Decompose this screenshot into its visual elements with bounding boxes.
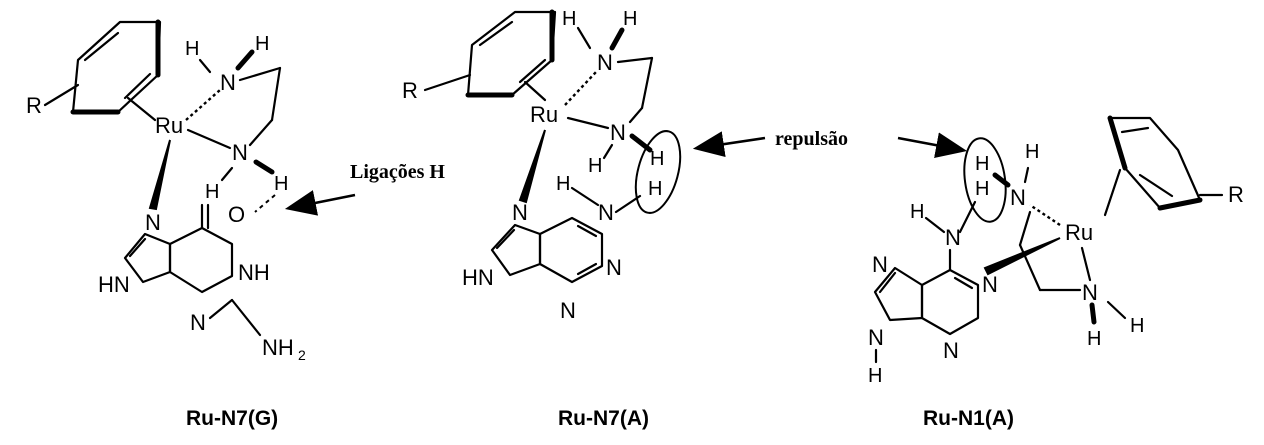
h-atom: H xyxy=(910,201,925,223)
h-atom-hbond: H xyxy=(274,173,289,195)
h-atom: H xyxy=(562,8,577,30)
arene-ring-middle xyxy=(468,12,555,95)
h-atom: H xyxy=(255,33,270,55)
h-atom: H xyxy=(185,38,200,60)
h-atom: H xyxy=(868,365,883,387)
carbonyl-o: O xyxy=(228,202,246,227)
amine-n-lower: N xyxy=(1082,280,1098,305)
pyrimidine-ring-middle xyxy=(540,218,602,282)
structure-ru-n7-adenine xyxy=(402,8,688,430)
h-atom: H xyxy=(556,173,571,195)
r-group-label: R xyxy=(1228,182,1244,207)
caption-ru-n7-g: Ru-N7(G) xyxy=(186,407,279,430)
hn-label: HN xyxy=(98,272,130,297)
caption-ru-n1-a: Ru-N1(A) xyxy=(923,407,1014,430)
n3-label: N xyxy=(560,298,576,323)
h-atom: H xyxy=(1025,141,1040,163)
h-atom-repulsion: H xyxy=(650,148,665,170)
h-atom-repulsion: H xyxy=(975,178,990,200)
amine-n-upper: N xyxy=(220,70,236,95)
n7-label: N xyxy=(512,200,528,225)
h-atom: H xyxy=(623,8,638,30)
nh2-subscript: 2 xyxy=(298,347,306,363)
n1-label: N xyxy=(982,272,998,297)
h-atom: H xyxy=(1087,328,1102,350)
amine-n-upper: N xyxy=(1010,185,1026,210)
repulsion-arrow-left xyxy=(698,138,765,148)
hbond-label: Ligações H xyxy=(350,161,445,183)
structure-ru-n7-guanine xyxy=(26,22,445,430)
n7-label: N xyxy=(872,252,888,277)
n7-label: N xyxy=(145,210,161,235)
amino-n: N xyxy=(598,200,614,225)
n9-label: N xyxy=(868,325,884,350)
amino-n: N xyxy=(945,225,961,250)
h-atom: H xyxy=(1130,315,1145,337)
structure-ru-n1-adenine xyxy=(868,118,1244,430)
pyrimidine-ring-right xyxy=(922,270,978,334)
n3-label: N xyxy=(943,338,959,363)
amine-n-lower: N xyxy=(232,140,248,165)
n3-label: N xyxy=(190,310,206,335)
ruthenium-label: Ru xyxy=(530,102,559,127)
h-atom-repulsion: H xyxy=(975,153,990,175)
n1-label: N xyxy=(606,255,622,280)
r-group-label: R xyxy=(26,93,42,118)
h-atom: H xyxy=(588,155,603,177)
ruthenium-label: Ru xyxy=(155,113,184,138)
nh-label: NH xyxy=(238,260,270,285)
pyrimidine-ring-left xyxy=(170,228,232,292)
h-atom-repulsion: H xyxy=(648,178,663,200)
imidazole-ring-middle xyxy=(492,225,540,275)
imidazole-ring-left xyxy=(125,234,170,282)
caption-ru-n7-a: Ru-N7(A) xyxy=(558,407,649,430)
nh2-label: NH xyxy=(262,335,294,360)
hbond-arrow xyxy=(290,195,355,208)
amine-n-upper: N xyxy=(597,50,613,75)
amine-n-lower: N xyxy=(610,120,626,145)
h-atom: H xyxy=(205,181,220,203)
repulsion-label: repulsão xyxy=(775,128,848,150)
ruthenium-label: Ru xyxy=(1065,220,1094,245)
repulsion-arrow-right xyxy=(898,138,962,150)
hn-label: HN xyxy=(462,265,494,290)
r-group-label: R xyxy=(402,78,418,103)
